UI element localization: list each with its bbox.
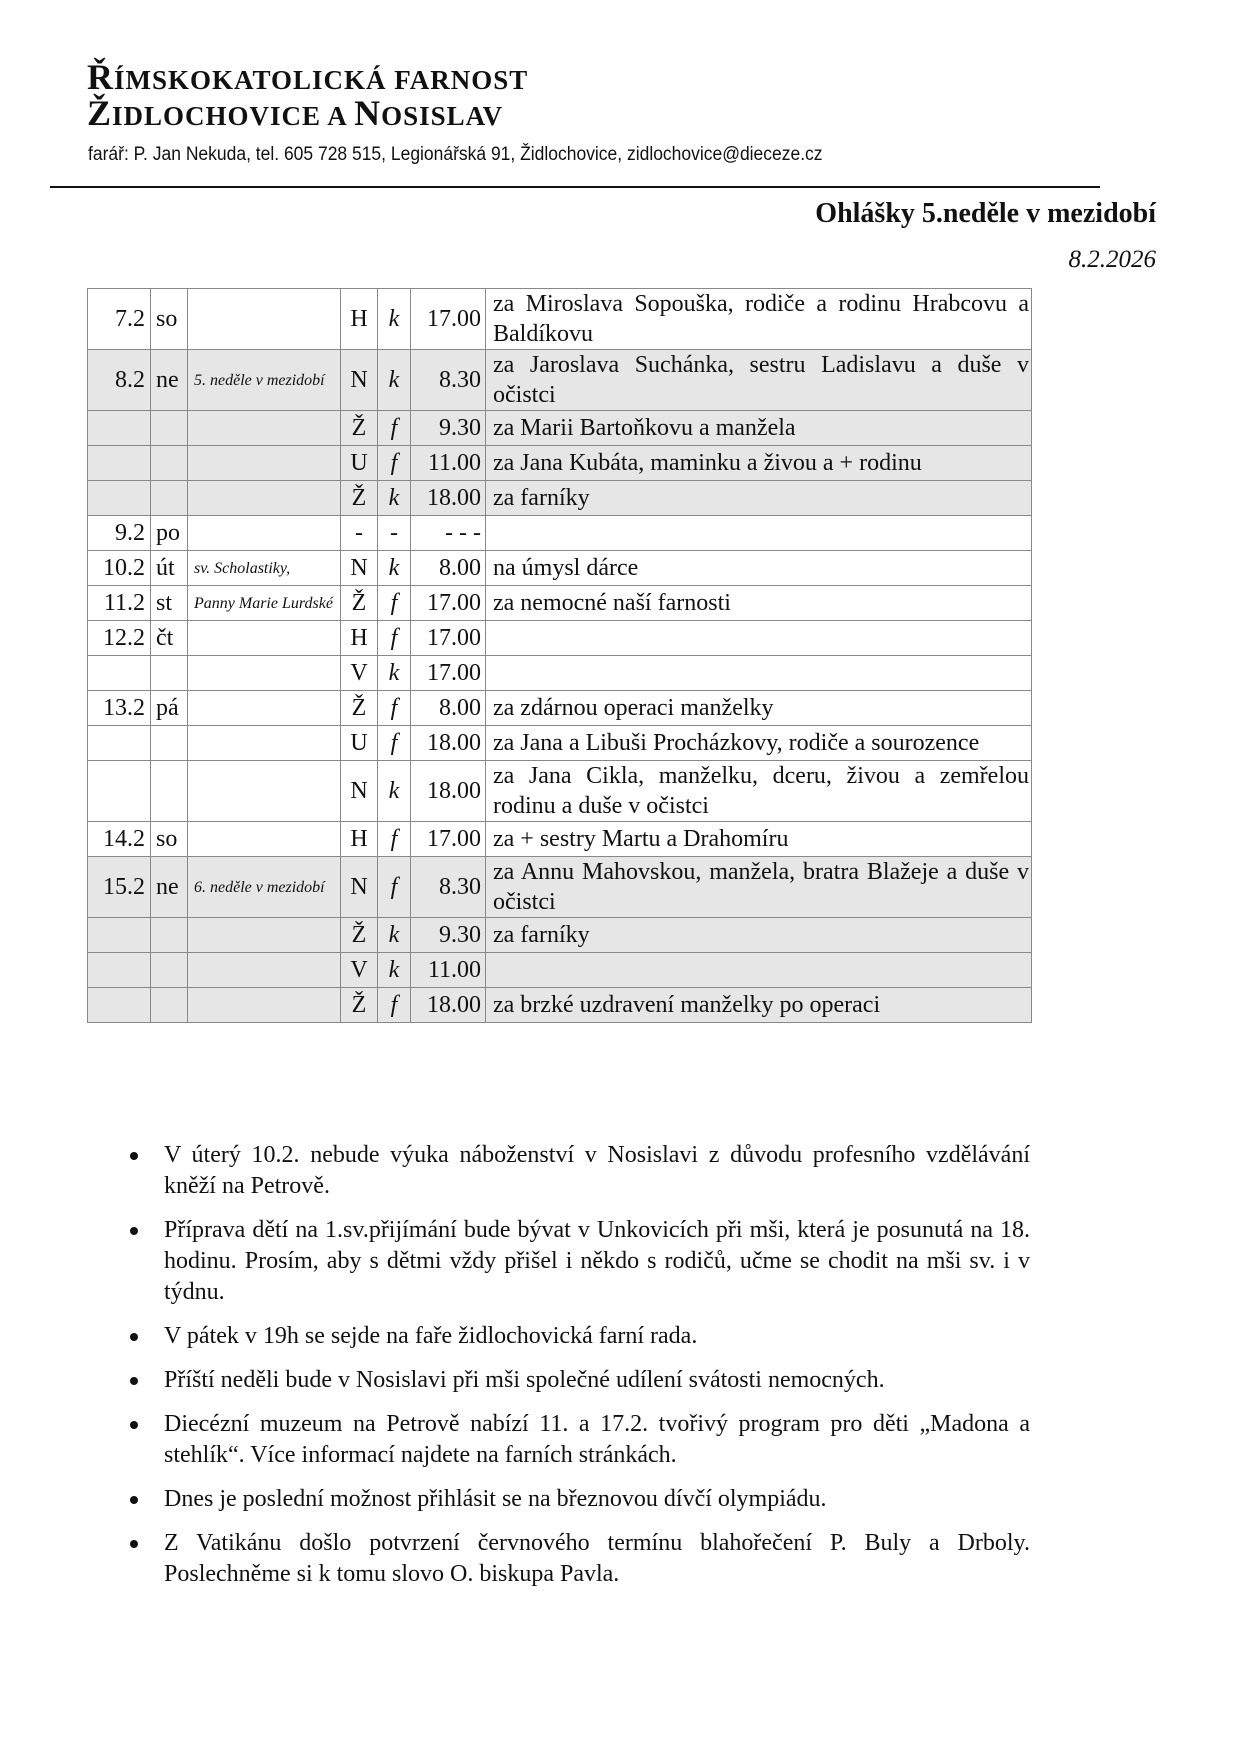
feast-cell <box>188 411 341 446</box>
intention-cell: za farníky <box>486 918 1032 953</box>
feast-cell <box>188 516 341 551</box>
table-row <box>88 857 1032 918</box>
table-row <box>88 621 1032 656</box>
date-cell: 7.2 <box>88 289 151 350</box>
feast-cell <box>188 918 341 953</box>
date-cell <box>88 481 151 516</box>
time-cell: 8.00 <box>411 551 486 586</box>
time-cell: 17.00 <box>411 656 486 691</box>
feast-cell: 6. neděle v mezidobí <box>188 857 341 918</box>
intention-cell: za Miroslava Sopouška, rodiče a rodinu Hrabcovu a Baldíkovu <box>486 289 1032 350</box>
place-cell: U <box>341 726 378 761</box>
date-cell: 14.2 <box>88 822 151 857</box>
bullet-icon <box>130 1377 138 1385</box>
feast-cell <box>188 621 341 656</box>
header-divider <box>50 186 1100 188</box>
date-cell: 10.2 <box>88 551 151 586</box>
time-cell: 18.00 <box>411 761 486 822</box>
place-cell: N <box>341 350 378 411</box>
form-cell: f <box>378 446 411 481</box>
title-mid: IDLOCHOVICE A <box>112 101 355 131</box>
date-cell: 15.2 <box>88 857 151 918</box>
form-cell: k <box>378 551 411 586</box>
date-cell: 11.2 <box>88 586 151 621</box>
date-cell <box>88 953 151 988</box>
table-row <box>88 586 1032 621</box>
day-cell: po <box>151 516 188 551</box>
feast-cell: 5. neděle v mezidobí <box>188 350 341 411</box>
mass-schedule-table <box>87 288 1032 1023</box>
notice-text: Z Vatikánu došlo potvrzení červnového termínu blahořečení P. Buly a Drboly. Poslechněme si k tomu slovo O. biskupa Pavla. <box>164 1530 1030 1587</box>
date-cell: 9.2 <box>88 516 151 551</box>
place-cell: Ž <box>341 481 378 516</box>
table-row <box>88 822 1032 857</box>
place-cell: Ž <box>341 691 378 726</box>
date-cell <box>88 446 151 481</box>
notice-text: V úterý 10.2. nebude výuka náboženství v Nosislavi z důvodu profesního vzdělávání kněží na Petrově. <box>164 1142 1030 1199</box>
day-cell <box>151 918 188 953</box>
day-cell: út <box>151 551 188 586</box>
title-initial-2: N <box>354 93 382 133</box>
day-cell <box>151 481 188 516</box>
date-cell: 8.2 <box>88 350 151 411</box>
form-cell: f <box>378 988 411 1023</box>
intention-cell: na úmysl dárce <box>486 551 1032 586</box>
feast-cell <box>188 656 341 691</box>
day-cell <box>151 411 188 446</box>
place-cell: N <box>341 551 378 586</box>
feast-cell <box>188 481 341 516</box>
intention-cell: za + sestry Martu a Drahomíru <box>486 822 1032 857</box>
place-cell: N <box>341 761 378 822</box>
date-cell <box>88 988 151 1023</box>
time-cell: 18.00 <box>411 988 486 1023</box>
form-cell: k <box>378 481 411 516</box>
table-row <box>88 516 1032 551</box>
place-cell: Ž <box>341 586 378 621</box>
day-cell <box>151 726 188 761</box>
announcement-title: Ohlášky 5.neděle v mezidobí <box>815 198 1156 229</box>
day-cell: čt <box>151 621 188 656</box>
intention-cell: za Jana a Libuši Procházkovy, rodiče a sourozence <box>486 726 1032 761</box>
notice-text: Diecézní muzeum na Petrově nabízí 11. a 17.2. tvořivý program pro děti „Madona a stehlík“. Více informací najdete na farních stránkách. <box>164 1411 1030 1468</box>
form-cell: f <box>378 586 411 621</box>
bullet-icon <box>130 1496 138 1504</box>
feast-cell <box>188 761 341 822</box>
place-cell: V <box>341 953 378 988</box>
notice-item <box>118 1365 1030 1396</box>
intention-cell: za zdárnou operaci manželky <box>486 691 1032 726</box>
intention-cell: za Jana Kubáta, maminku a živou a + rodinu <box>486 446 1032 481</box>
time-cell: 11.00 <box>411 953 486 988</box>
place-cell: Ž <box>341 918 378 953</box>
table-row <box>88 289 1032 350</box>
table-row <box>88 411 1032 446</box>
date-cell <box>88 726 151 761</box>
notice-text: Příprava dětí na 1.sv.přijímání bude bývat v Unkovicích při mši, která je posunutá na 18. hodinu. Prosím, aby s dětmi vždy přišel i někdo s rodičů, učme se chodit na mši sv. i v týdnu. <box>164 1217 1030 1305</box>
table-row <box>88 988 1032 1023</box>
place-cell: - <box>341 516 378 551</box>
time-cell: 17.00 <box>411 289 486 350</box>
date-cell <box>88 656 151 691</box>
day-cell: so <box>151 822 188 857</box>
time-cell: 9.30 <box>411 918 486 953</box>
day-cell <box>151 953 188 988</box>
intention-cell <box>486 953 1032 988</box>
feast-cell <box>188 988 341 1023</box>
feast-cell <box>188 446 341 481</box>
place-cell: Ž <box>341 411 378 446</box>
day-cell: ne <box>151 350 188 411</box>
table-row <box>88 656 1032 691</box>
bullet-icon <box>130 1227 138 1235</box>
date-cell: 12.2 <box>88 621 151 656</box>
time-cell: 18.00 <box>411 726 486 761</box>
table-row <box>88 691 1032 726</box>
day-cell <box>151 656 188 691</box>
feast-cell <box>188 953 341 988</box>
form-cell: k <box>378 289 411 350</box>
time-cell: 11.00 <box>411 446 486 481</box>
form-cell: k <box>378 656 411 691</box>
form-cell: f <box>378 726 411 761</box>
feast-cell <box>188 726 341 761</box>
table-row <box>88 446 1032 481</box>
time-cell: 17.00 <box>411 586 486 621</box>
intention-cell <box>486 656 1032 691</box>
notice-item <box>118 1528 1030 1590</box>
date-cell: 13.2 <box>88 691 151 726</box>
notice-item <box>118 1140 1030 1202</box>
form-cell: f <box>378 857 411 918</box>
place-cell: V <box>341 656 378 691</box>
form-cell: k <box>378 918 411 953</box>
place-cell: Ž <box>341 988 378 1023</box>
place-cell: H <box>341 289 378 350</box>
form-cell: k <box>378 953 411 988</box>
title-rest: ÍMSKOKATOLICKÁ FARNOST <box>114 65 529 95</box>
form-cell: f <box>378 691 411 726</box>
notice-text: Příští neděli bude v Nosislavi při mši společné udílení svátosti nemocných. <box>164 1367 885 1393</box>
parish-title-line2 <box>87 92 503 134</box>
place-cell: H <box>341 822 378 857</box>
feast-cell: sv. Scholastiky, <box>188 551 341 586</box>
time-cell: - - - <box>411 516 486 551</box>
form-cell: f <box>378 822 411 857</box>
intention-cell: za Annu Mahovskou, manžela, bratra Blažeje a duše v očistci <box>486 857 1032 918</box>
time-cell: 8.00 <box>411 691 486 726</box>
notice-text: V pátek v 19h se sejde na faře židlochovická farní rada. <box>164 1323 698 1349</box>
intention-cell: za farníky <box>486 481 1032 516</box>
time-cell: 18.00 <box>411 481 486 516</box>
form-cell: f <box>378 411 411 446</box>
table-row <box>88 551 1032 586</box>
date-cell <box>88 761 151 822</box>
intention-cell <box>486 621 1032 656</box>
time-cell: 17.00 <box>411 822 486 857</box>
day-cell: so <box>151 289 188 350</box>
table-row <box>88 726 1032 761</box>
date-cell <box>88 918 151 953</box>
table-row <box>88 761 1032 822</box>
contact-line: farář: P. Jan Nekuda, tel. 605 728 515, Legionářská 91, Židlochovice, zidlochovice@dieceze.cz <box>88 144 823 165</box>
intention-cell <box>486 516 1032 551</box>
notice-item <box>118 1484 1030 1515</box>
day-cell <box>151 988 188 1023</box>
announcement-date: 8.2.2026 <box>1068 246 1156 273</box>
date-cell <box>88 411 151 446</box>
day-cell: st <box>151 586 188 621</box>
intention-cell: za nemocné naší farnosti <box>486 586 1032 621</box>
form-cell: k <box>378 350 411 411</box>
notices-list <box>118 1140 1030 1603</box>
day-cell <box>151 761 188 822</box>
table-row <box>88 918 1032 953</box>
table-row <box>88 350 1032 411</box>
table-row <box>88 481 1032 516</box>
bullet-icon <box>130 1333 138 1341</box>
feast-cell <box>188 822 341 857</box>
time-cell: 8.30 <box>411 857 486 918</box>
time-cell: 17.00 <box>411 621 486 656</box>
notice-item <box>118 1409 1030 1471</box>
notice-item <box>118 1321 1030 1352</box>
table-row <box>88 953 1032 988</box>
place-cell: N <box>341 857 378 918</box>
intention-cell: za Jaroslava Suchánka, sestru Ladislavu a duše v očistci <box>486 350 1032 411</box>
day-cell: pá <box>151 691 188 726</box>
time-cell: 9.30 <box>411 411 486 446</box>
bullet-icon <box>130 1421 138 1429</box>
day-cell: ne <box>151 857 188 918</box>
form-cell: f <box>378 621 411 656</box>
bullet-icon <box>130 1152 138 1160</box>
intention-cell: za Marii Bartoňkovu a manžela <box>486 411 1032 446</box>
day-cell <box>151 446 188 481</box>
place-cell: H <box>341 621 378 656</box>
form-cell: k <box>378 761 411 822</box>
notice-text: Dnes je poslední možnost přihlásit se na březnovou dívčí olympiádu. <box>164 1486 827 1512</box>
bullet-icon <box>130 1540 138 1548</box>
form-cell: - <box>378 516 411 551</box>
place-cell: U <box>341 446 378 481</box>
title-initial: Ř <box>87 57 114 97</box>
title-rest: OSISLAV <box>381 101 504 131</box>
title-initial: Ž <box>87 93 113 133</box>
feast-cell: Panny Marie Lurdské <box>188 586 341 621</box>
feast-cell <box>188 691 341 726</box>
intention-cell: za brzké uzdravení manželky po operaci <box>486 988 1032 1023</box>
feast-cell <box>188 289 341 350</box>
intention-cell: za Jana Cikla, manželku, dceru, živou a zemřelou rodinu a duše v očistci <box>486 761 1032 822</box>
time-cell: 8.30 <box>411 350 486 411</box>
notice-item <box>118 1215 1030 1308</box>
